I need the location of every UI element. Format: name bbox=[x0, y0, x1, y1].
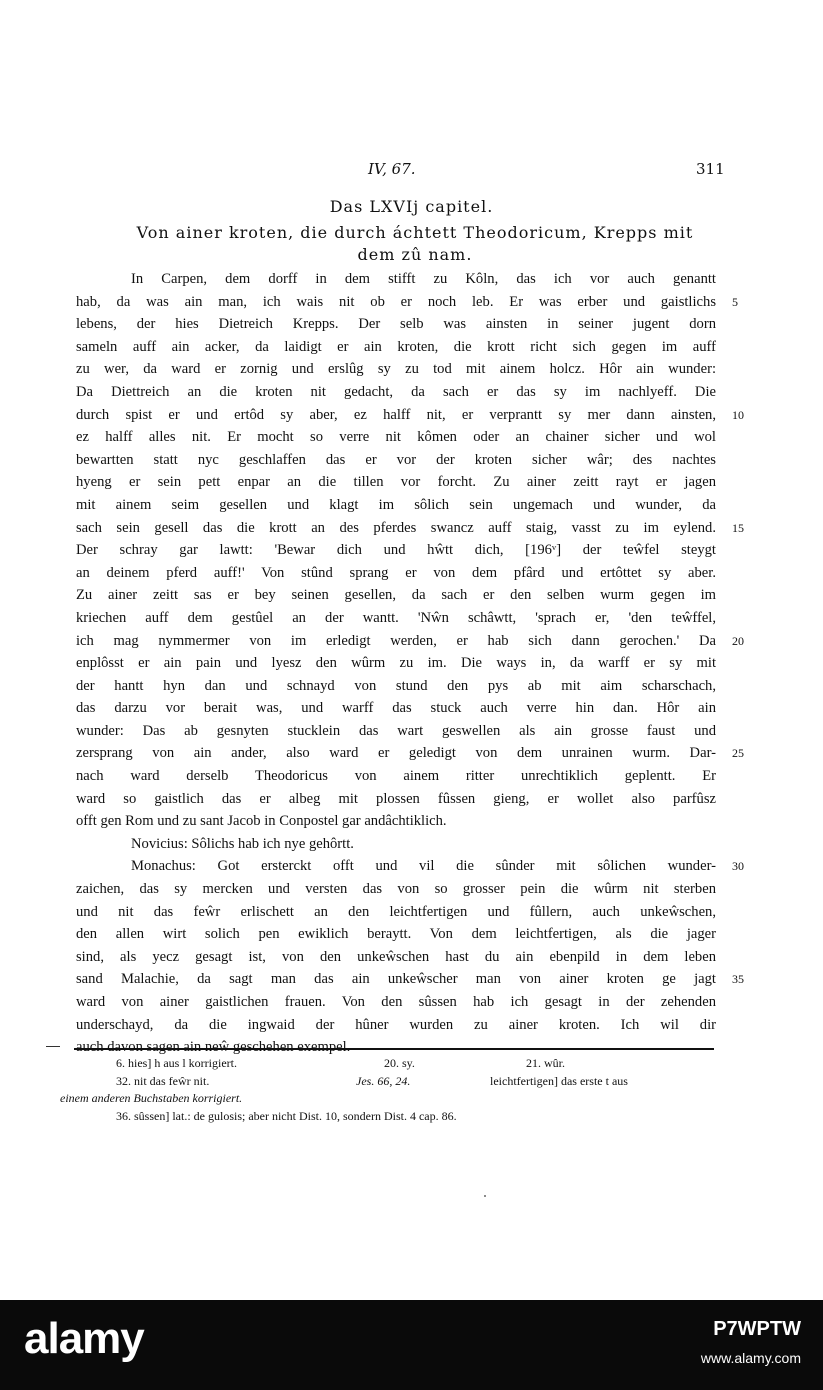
text-line bbox=[76, 584, 716, 607]
note-20: 20. sy. bbox=[384, 1056, 415, 1070]
subtitle-line: dem zû nam. bbox=[357, 245, 473, 264]
line-text: ward so gaistlich das er albeg mit plossen fûssen gieng, er wollet also parfûsz bbox=[76, 790, 716, 807]
alamy-logo: alamy bbox=[24, 1314, 144, 1363]
text-line bbox=[76, 1014, 716, 1037]
line-text: ich mag nymmermer von im erledigt werden, er hab sich dann gerochen.' Da bbox=[76, 632, 716, 649]
line-text: hyeng er sein pett enpar an die tillen vor forcht. Zu ainer zeitt rayt er jagen bbox=[76, 474, 716, 491]
text-line bbox=[76, 630, 744, 653]
text-line bbox=[76, 765, 716, 788]
text-line bbox=[76, 517, 744, 540]
line-text: den allen wirt solich pen ewiklich beraytt. Von dem leichtfertigen, als die jager bbox=[76, 926, 716, 943]
watermark-banner bbox=[0, 1300, 823, 1390]
image-id: P7WPTW bbox=[713, 1318, 801, 1340]
chapter-title: Das LXVIj capitel. bbox=[329, 197, 494, 216]
line-text: ez halff alles nit. Er mocht so verre nit kômen oder an chainer sicher und wol bbox=[76, 429, 716, 446]
note-32-ref: Jes. 66, 24. bbox=[356, 1073, 411, 1088]
line-text: Da Diettreich an die kroten nit gedacht, da sach er das sy im nachlyeff. Die bbox=[76, 383, 716, 400]
line-text: wunder: Das ab gesnyten stucklein das wart geswellen als ain grosse faust und bbox=[76, 722, 716, 739]
line-text: In Carpen, dem dorff in dem stifft zu Kôln, das ich vor auch genantt bbox=[131, 271, 716, 287]
line-text: enplôsst er ain pain und lyesz den wûrm zu im. Die ways in, da warff er sy mit bbox=[76, 655, 716, 672]
line-text: der hantt hyn dan und schnayd von stund den pys ab mit aim scharschach, bbox=[76, 677, 716, 694]
line-text: kriechen auff dem gestûel an der wantt. 'Nŵn schâwtt, 'sprach er, 'den teŵffel, bbox=[76, 609, 716, 626]
line-text: und nit das feŵr erlischett an den leichtfertigen und fûllern, auch unkeŵschen, bbox=[76, 903, 716, 920]
footnote-line bbox=[76, 1108, 716, 1126]
footnote-line bbox=[76, 1055, 716, 1073]
line-text: bewartten statt nyc geschlaffen das er vor der kroten sicher wâr; des nachtes bbox=[76, 451, 716, 468]
line-text: zu wer, da ward er zornig und erslûg sy zu tod mit ainem holcz. Hôr ain wunder: bbox=[76, 361, 716, 378]
line-text: offt gen Rom und zu sant Jacob in Conpostel gar andâchtiklich. bbox=[76, 813, 447, 830]
subtitle-line: Von ainer kroten, die durch áchtett Theodoricum, Krepps mit bbox=[136, 223, 694, 242]
line-text: sameln auff ain acker, da laidigt er ain kroten, die krott richt sich gegen im auff bbox=[76, 338, 716, 355]
text-line bbox=[76, 697, 716, 720]
line-text: Monachus: Got ersterckt offt und vil die sûnder mit sôlichen wunder- bbox=[131, 858, 716, 875]
text-line bbox=[76, 291, 738, 314]
line-text: das darzu vor berait was, und warff das stuck auch verre hin dan. Hôr ain bbox=[76, 700, 716, 717]
text-line bbox=[76, 381, 716, 404]
text-line bbox=[76, 833, 716, 856]
text-line bbox=[76, 675, 716, 698]
text-line bbox=[76, 268, 716, 291]
text-line bbox=[76, 652, 716, 675]
line-text: zaichen, das sy mercken und versten das von so grosser pein die wûrm nit sterben bbox=[76, 881, 716, 898]
line-text: hab, da was ain man, ich wais nit ob er noch leb. Er was erber und gaistlichs bbox=[76, 293, 716, 310]
text-line bbox=[76, 426, 716, 449]
note-6: 6. hies] h aus l korrigiert. bbox=[116, 1056, 237, 1070]
text-line bbox=[76, 720, 716, 743]
text-line bbox=[76, 901, 716, 924]
site-url: www.alamy.com bbox=[700, 1350, 801, 1366]
page-number: 311 bbox=[696, 160, 725, 178]
text-line bbox=[76, 358, 716, 381]
line-text: ward von ainer gaistlichen frauen. Von den sûssen hab ich gesagt in der zehenden bbox=[76, 994, 716, 1010]
text-line bbox=[76, 494, 716, 517]
text-line bbox=[76, 968, 744, 991]
text-line bbox=[76, 607, 716, 630]
footnote-rule bbox=[74, 1048, 714, 1050]
note-21: 21. wûr. bbox=[526, 1056, 565, 1070]
line-text: Zu ainer zeitt sas er bey seinen gesellen, da sach er den selben wurm gegen im bbox=[76, 587, 716, 604]
line-text: sind, als yecz gesagt ist, von den unkeŵschen hast du ain ebenpild in dem leben bbox=[76, 948, 716, 965]
note-32-c: einem anderen Buchstaben korrigiert. bbox=[60, 1091, 243, 1105]
page-header bbox=[0, 160, 823, 184]
text-line bbox=[76, 313, 716, 336]
line-number: 20 bbox=[732, 633, 744, 648]
text-line bbox=[76, 788, 716, 811]
line-text: lebens, der hies Dietreich Krepps. Der selb was ainsten in seiner jugent dorn bbox=[76, 316, 716, 333]
footnotes bbox=[60, 1055, 716, 1125]
text-line bbox=[76, 336, 716, 359]
text-line bbox=[76, 855, 744, 878]
text-line bbox=[76, 404, 744, 427]
text-line bbox=[76, 471, 716, 494]
line-text: sand Malachie, da sagt man das ain unkeŵscher man von ainer kroten ge jagt bbox=[76, 971, 716, 988]
line-text: zersprang von ain ander, also ward er geledigt von dem unrainen wurm. Dar- bbox=[76, 745, 716, 762]
line-text: an deinem pferd auff!' Von stûnd sprang er von dem pfârd und ertôttet sy aber. bbox=[76, 564, 716, 581]
line-number: 10 bbox=[732, 407, 744, 422]
text-line bbox=[76, 742, 744, 765]
line-number: 25 bbox=[732, 746, 744, 761]
line-number: 35 bbox=[732, 972, 744, 987]
text-line bbox=[76, 878, 716, 901]
text-line bbox=[76, 923, 716, 946]
line-text: underschayd, da die ingwaid der hûner wurden zu ainer kroten. Ich wil dir bbox=[76, 1016, 716, 1033]
line-number: 15 bbox=[732, 520, 744, 535]
line-text: Novicius: Sôlichs hab ich nye gehôrtt. bbox=[131, 835, 354, 852]
text-line bbox=[76, 562, 716, 585]
text-line bbox=[76, 449, 716, 472]
line-text: Der schray gar lawtt: 'Bewar dich und hŵtt dich, [196ᵛ] der teŵfel steygt bbox=[76, 542, 716, 559]
footnote-line bbox=[76, 1073, 716, 1091]
body-text bbox=[76, 268, 744, 1059]
margin-dash bbox=[46, 1046, 60, 1047]
line-number: 30 bbox=[732, 859, 744, 874]
line-text: mit ainem seim gesellen und klagt im sôlich sein ungemach und wunder, da bbox=[76, 496, 716, 513]
speck bbox=[484, 1195, 486, 1197]
line-number: 5 bbox=[732, 294, 738, 309]
note-36: 36. sûssen] lat.: de gulosis; aber nicht Dist. 10, sondern Dist. 4 cap. 86. bbox=[116, 1108, 457, 1123]
line-text: sach sein gesell das die krott an des pferdes swancz auff staig, vasst zu im eylend. bbox=[76, 519, 716, 536]
line-text: nach ward derselb Theodoricus von ainem ritter unrechtiklich geplentt. Er bbox=[76, 768, 716, 785]
footnote-line bbox=[60, 1090, 716, 1108]
text-line bbox=[76, 946, 716, 969]
chapter-subtitle bbox=[70, 222, 760, 266]
line-text: durch spist er und ertôd sy aber, ez halff nit, er verprantt sy mer dann ainsten, bbox=[76, 406, 716, 423]
note-32: 32. nit das feŵr nit. bbox=[116, 1073, 210, 1088]
chapter-reference: IV, 67. bbox=[368, 160, 416, 178]
text-line bbox=[76, 539, 716, 562]
text-line bbox=[76, 810, 716, 833]
note-32-b: leichtfertigen] das erste t aus bbox=[490, 1073, 628, 1088]
text-line bbox=[76, 991, 716, 1014]
